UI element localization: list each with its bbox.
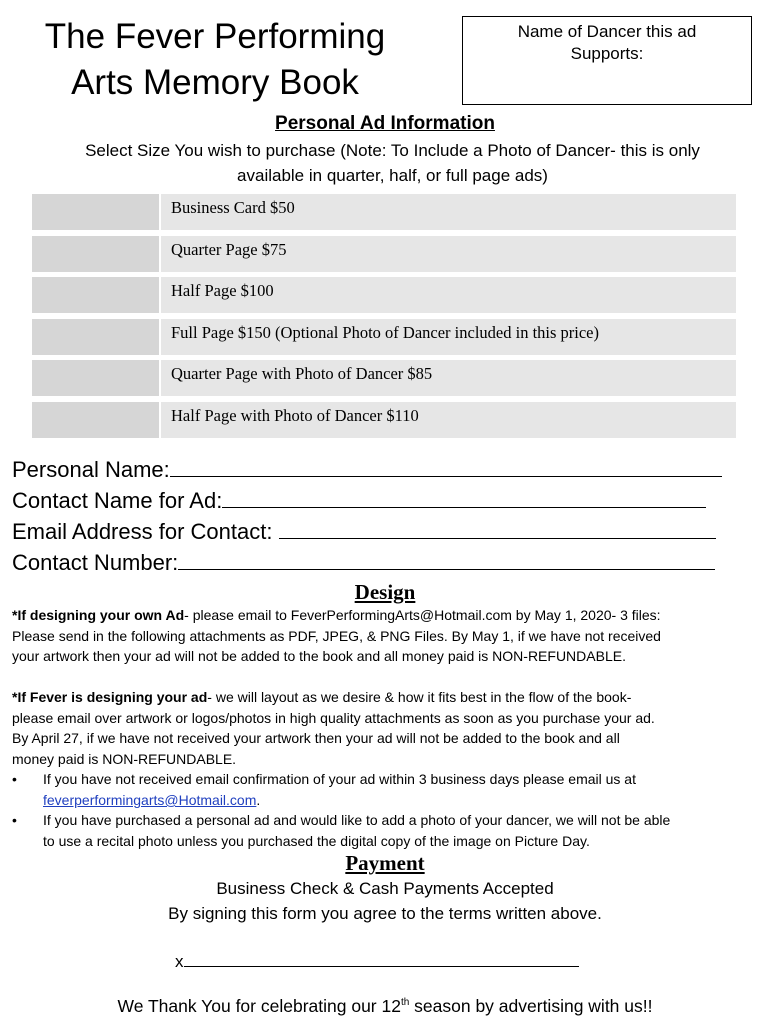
email-input-line[interactable] <box>279 517 716 539</box>
ad-option-checkbox-cell[interactable] <box>32 402 159 438</box>
title-line-1: The Fever Performing <box>44 17 386 56</box>
dancer-box-label-1: Name of Dancer this ad <box>517 22 697 41</box>
payment-heading: Payment <box>345 851 425 875</box>
personal-name-field <box>12 455 722 484</box>
design-own-bold: *If designing your own Ad <box>12 607 185 623</box>
email-link[interactable]: feverperformingarts@Hotmail.com <box>43 792 257 808</box>
design-own-paragraph <box>12 605 757 667</box>
ad-option-checkbox-cell[interactable] <box>32 236 159 272</box>
signature-prefix: x <box>175 952 184 971</box>
personal-name-label: Personal Name: <box>12 457 170 482</box>
bullet-1-text: If you have not received email confirmation of your ad within 3 business days please email us at <box>43 771 636 787</box>
email-field <box>12 517 716 546</box>
ad-option-row[interactable] <box>32 402 736 438</box>
size-note-line-1: Select Size You wish to purchase (Note: To Include a Photo of Dancer- this is only <box>85 141 700 160</box>
signature-field <box>175 952 579 972</box>
signature-line[interactable] <box>184 952 579 967</box>
ad-option-label: Quarter Page with Photo of Dancer $85 <box>161 360 736 396</box>
design-fever-bold: *If Fever is designing your ad <box>12 689 208 705</box>
contact-name-field <box>12 486 706 515</box>
ad-option-label: Business Card $50 <box>161 194 736 230</box>
bullet-2-text-2: to use a recital photo unless you purchased the digital copy of the image on Picture Day. <box>43 833 590 849</box>
email-label: Email Address for Contact: <box>12 519 279 544</box>
ad-option-label: Quarter Page $75 <box>161 236 736 272</box>
bullet-2-text-1: If you have purchased a personal ad and would like to add a photo of your dancer, we will not be able <box>43 812 671 828</box>
agreement-text: By signing this form you agree to the terms written above. <box>168 904 602 923</box>
contact-number-label: Contact Number: <box>12 550 179 575</box>
ad-option-label: Full Page $150 (Optional Photo of Dancer included in this price) <box>161 319 736 355</box>
personal-ad-heading: Personal Ad Information <box>275 113 495 134</box>
ad-option-row[interactable] <box>32 194 736 230</box>
size-selection-note <box>40 138 745 188</box>
contact-number-field <box>12 548 715 577</box>
size-note-line-2: available in quarter, half, or full page ads) <box>237 166 548 185</box>
ad-option-checkbox-cell[interactable] <box>32 360 159 396</box>
ad-option-checkbox-cell[interactable] <box>32 277 159 313</box>
design-fever-text-4: money paid is NON-REFUNDABLE. <box>12 750 237 767</box>
design-own-text-1: - please email to FeverPerformingArts@Hotmail.com by May 1, 2020- 3 files: <box>184 607 661 623</box>
ad-option-row[interactable] <box>32 360 736 396</box>
ad-option-checkbox-cell[interactable] <box>32 194 159 230</box>
design-fever-paragraph <box>12 687 757 769</box>
document-title <box>20 14 410 106</box>
title-line-2: Arts Memory Book <box>71 63 359 102</box>
design-fever-text-3: By April 27, if we have not received your artwork then your ad will not be added to the book and all <box>12 730 620 746</box>
bullet-icon: • <box>12 812 17 828</box>
ad-option-label: Half Page with Photo of Dancer $110 <box>161 402 736 438</box>
ad-option-row[interactable] <box>32 319 736 355</box>
design-heading: Design <box>354 580 416 604</box>
design-fever-text-2: please email over artwork or logos/photos in high quality attachments as soon as you purchase your ad. <box>12 709 655 726</box>
thanks-superscript: th <box>400 997 410 1009</box>
ad-size-table <box>32 194 736 443</box>
ad-option-label: Half Page $100 <box>161 277 736 313</box>
bullet-confirmation <box>12 769 757 811</box>
bullet-recital-photo <box>12 810 757 852</box>
personal-name-input-line[interactable] <box>170 455 722 477</box>
bullet-1-end: . <box>256 792 261 808</box>
dancer-name-box[interactable] <box>462 16 752 105</box>
thanks-text-after: season by advertising with us!! <box>409 996 653 1016</box>
thanks-text-before: We Thank You for celebrating our 12 <box>117 996 401 1016</box>
ad-option-checkbox-cell[interactable] <box>32 319 159 355</box>
design-own-text-2: Please send in the following attachments as PDF, JPEG, & PNG Files. By May 1, if we have not received <box>12 627 661 644</box>
design-own-text-3: your artwork then your ad will not be added to the book and all money paid is NON-REFUNDABLE. <box>12 648 626 664</box>
bullet-icon: • <box>12 771 17 787</box>
contact-name-input-line[interactable] <box>222 486 706 508</box>
dancer-box-label-2: Supports: <box>570 44 644 63</box>
payment-methods-text: Business Check & Cash Payments Accepted <box>216 879 554 898</box>
ad-option-row[interactable] <box>32 236 736 272</box>
contact-number-input-line[interactable] <box>178 548 715 570</box>
ad-option-row[interactable] <box>32 277 736 313</box>
contact-name-label: Contact Name for Ad: <box>12 488 223 513</box>
thank-you-footer <box>0 996 770 1017</box>
design-fever-text-1: - we will layout as we desire & how it fits best in the flow of the book- <box>207 689 632 705</box>
